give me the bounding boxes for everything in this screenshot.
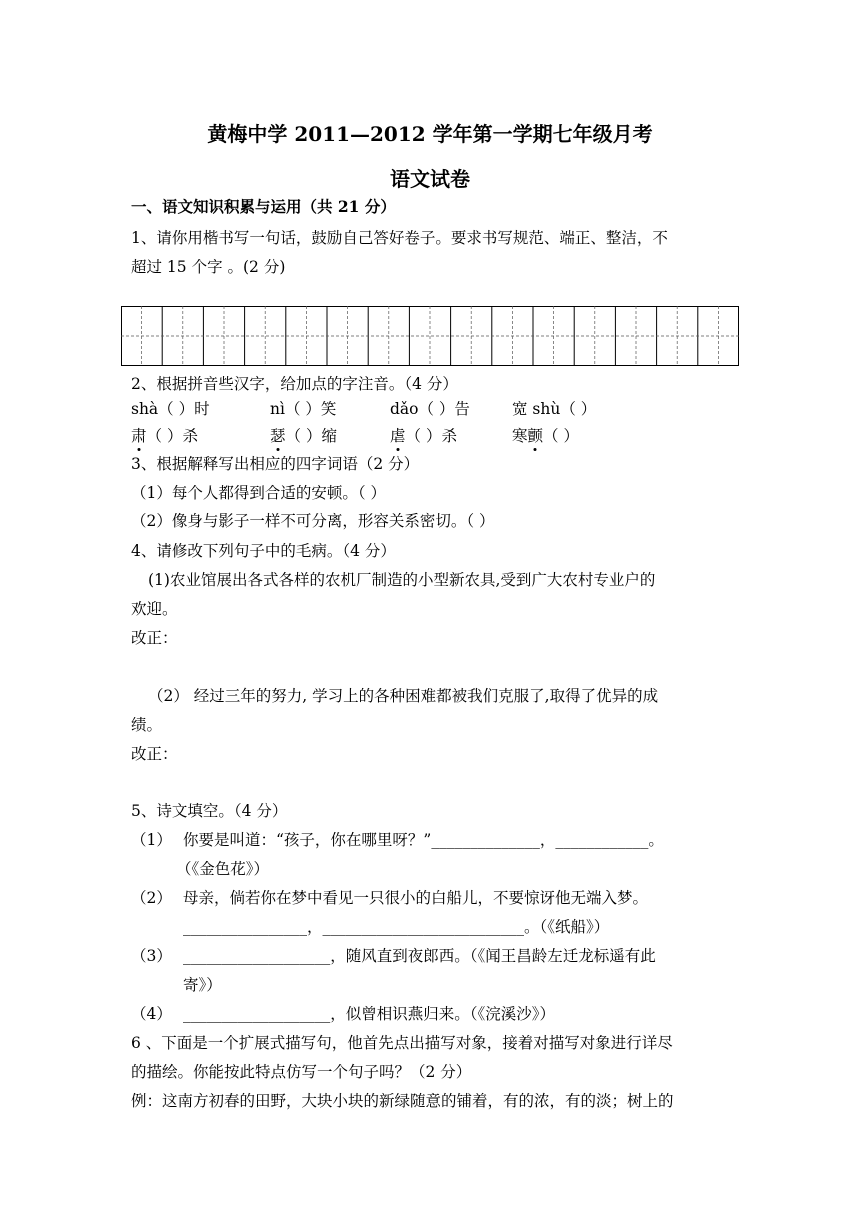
q5-item4-line1: ___________________，似曾相识燕归来。（《浣溪沙》） — [183, 1005, 556, 1023]
q2-char-item-1 — [131, 426, 198, 446]
dotted-char: 肃 — [131, 427, 147, 445]
q5-item3-number: （3） — [131, 947, 172, 965]
q5-item1-line2: （《金色花》） — [176, 860, 270, 878]
q5-item2-line2: ________________，__________________________。（《纸船》） — [183, 918, 610, 936]
dotted-char: 颤 — [527, 427, 544, 445]
q2-char-item-3 — [390, 426, 457, 446]
q4-sentence2-line2: 绩。 — [131, 716, 163, 734]
plain-char: 寒 — [512, 427, 528, 445]
q3-stem: 3、根据解释写出相应的四字词语（2 分） — [131, 455, 420, 473]
q5-stem: 5、诗文填空。（4 分） — [131, 802, 288, 820]
q2-pinyin-4: 宽 shù（ ） — [512, 400, 597, 418]
q4-fix-label-2: 改正： — [131, 745, 178, 763]
blank-text: （ ）缩 — [285, 427, 337, 445]
blank-text: （ ）杀 — [405, 427, 457, 445]
exam-title: 黄梅中学 2011—2012 学年第一学期七年级月考 — [207, 122, 653, 146]
exam-subtitle: 语文试卷 — [390, 167, 470, 191]
q2-pinyin-3: dǎo（ ）告 — [390, 400, 470, 418]
q2-pinyin-2: nì（ ）笑 — [270, 400, 337, 418]
blank-text: （ ）杀 — [146, 427, 198, 445]
q1-line2: 超过 15 个字 。(2 分) — [131, 258, 286, 276]
q3-item-2: （2）像身与影子一样不可分离，形容关系密切。（ ） — [131, 512, 495, 530]
q5-item4-number: （4） — [131, 1005, 172, 1023]
dotted-char: 虐 — [390, 427, 406, 445]
q5-item1-number: （1） — [131, 831, 172, 849]
q4-stem: 4、请修改下列句子中的毛病。（4 分） — [131, 542, 396, 560]
q5-item3-line1: ___________________，随风直到夜郎西。（《闻王昌龄左迁龙标遥有此 — [183, 947, 656, 965]
q1-line1: 1、请你用楷书写一句话，鼓励自己答好卷子。要求书写规范、端正、整洁，不 — [131, 229, 668, 247]
q4-sentence1-line2: 欢迎。 — [131, 600, 178, 618]
q4-sentence1-line1: (1)农业馆展出各式各样的农机厂制造的小型新农具,受到广大农村专业户的 — [148, 571, 656, 589]
q6-line3: 例：这南方初春的田野，大块小块的新绿随意的铺着，有的浓，有的淡；树上的 — [131, 1092, 674, 1110]
q5-item2-number: （2） — [131, 889, 172, 907]
blank-text: （ ） — [543, 427, 579, 445]
q6-line1: 6 、下面是一个扩展式描写句，他首先点出描写对象，接着对描写对象进行详尽 — [131, 1034, 673, 1052]
q5-item3-line2: 寄》） — [183, 976, 222, 994]
q5-item1-line1: 你要是叫道：“孩子，你在哪里呀？”______________，____________。 — [183, 831, 664, 849]
dotted-char: 瑟 — [270, 427, 286, 445]
section-heading: 一、语文知识积累与运用（共 21 分） — [131, 197, 396, 216]
q4-sentence2-line1: （2） 经过三年的努力, 学习上的各种困难都被我们克服了,取得了优异的成 — [148, 687, 659, 705]
q2-char-item-4 — [512, 426, 579, 446]
q2-stem: 2、根据拼音些汉字，给加点的字注音。（4 分） — [131, 375, 458, 393]
q3-item-1: （1）每个人都得到合适的安顿。（ ） — [131, 484, 387, 502]
q5-item2-line1: 母亲，倘若你在梦中看见一只很小的白船儿，不要惊讶他无端入梦。 — [183, 889, 649, 907]
writing-grid[interactable] — [121, 306, 739, 366]
q2-pinyin-1: shà（ ）时 — [131, 400, 210, 418]
q2-char-item-2 — [270, 426, 337, 446]
q6-line2: 的描绘。你能按此特点仿写一个句子吗？（2 分） — [131, 1063, 472, 1081]
q4-fix-label-1: 改正： — [131, 629, 178, 647]
